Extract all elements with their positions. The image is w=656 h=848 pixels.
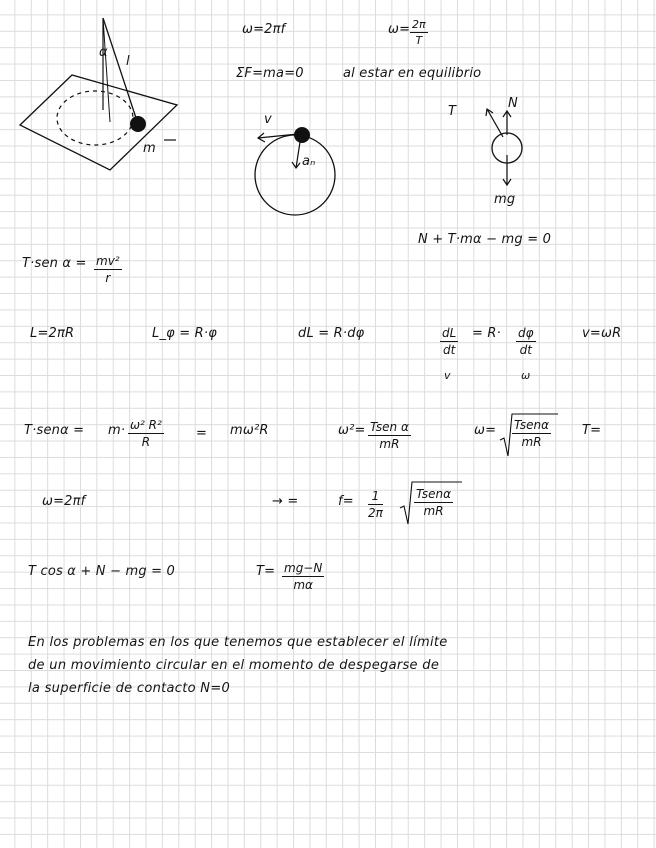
vertical-equilibrium: T cos α + N − mg = 0 [28,564,176,579]
arrow-equals: → = [272,494,299,509]
accel-label: aₙ [302,154,316,169]
circular-path [57,91,133,145]
normal-label: N [508,96,518,111]
string-line [103,18,138,124]
omega-squared-fraction: Tsen α mR [370,420,409,451]
tension-lhs: T= [256,564,276,579]
tension-sin-lhs: T·sen α = [22,256,87,271]
circular-motion-diagram [240,110,350,220]
arc-differential: dL = R·dφ [298,326,365,341]
dl-dt-fraction: $\frac{dL}{dt}$ [442,326,457,357]
tension-fraction: $\frac{mg-N}{m\alpha}$ [284,561,323,592]
omega-squared-lhs: ω²= [338,423,366,438]
arc-equals: = R· [472,326,501,341]
angle-label: α [99,45,108,60]
particle [294,127,310,143]
weight-label: mg [494,192,516,207]
mass-label: m [143,141,156,156]
v-omega-r: v=ωR [582,326,622,341]
motion-circle [255,135,335,215]
omega-lhs: ω= [474,423,497,438]
omega-root-fraction: Tsenα mR [514,418,550,449]
mass-bob [130,116,146,132]
f-lhs: f= [338,494,354,509]
force-equation: N + T·mα − mg = 0 [418,232,552,247]
length-label: l [126,54,130,69]
omega-period-lhs: ω= [388,22,411,37]
omega-period-fraction: $\frac{2\pi}{T}$ [412,18,426,47]
arc-length-formula: L_φ = R·φ [152,326,218,341]
conclusion-paragraph [28,631,628,700]
under-w-label: ω [521,369,531,382]
t-equals: T= [582,423,602,438]
m-omega-squared-r: mω²R [230,423,269,438]
frequency-root-fraction: Tsenα mR [416,487,452,518]
velocity-label: v [264,112,272,127]
tension-label: T [448,104,457,119]
dphi-dt-fraction: $\frac{d\varphi}{dt}$ [518,326,534,357]
paragraph-line-1: En los problemas en los que tenemos que establecer el límite [28,635,448,650]
equals-sign: = [196,426,208,441]
conical-pendulum-diagram [0,0,200,190]
circumference-formula: L=2πR [30,326,75,341]
omega-r-fraction: $\frac{\text{ω² R²}}{R}$ [130,418,162,449]
one-over-2pi: $\frac{1}{2\pi}$ [368,489,383,520]
tension-sin-lhs-2: T·senα = [24,423,85,438]
centripetal-fraction: $\frac{\text{mv²}}{r}$ [96,254,120,285]
mass-dot: m· [108,423,126,438]
omega-f-formula: ω=2πf [242,22,286,37]
paragraph-line-2: de un movimiento circular en el momento de despegarse de [28,658,440,673]
cone-edge [103,18,110,122]
sum-forces: ΣF=ma=0 [236,66,304,81]
paragraph-line-3: la superficie de contacto N=0 [28,681,231,696]
under-v-label: v [444,369,451,382]
sum-forces-note: al estar en equilibrio [343,66,482,81]
omega-2pif: ω=2πf [42,494,86,509]
